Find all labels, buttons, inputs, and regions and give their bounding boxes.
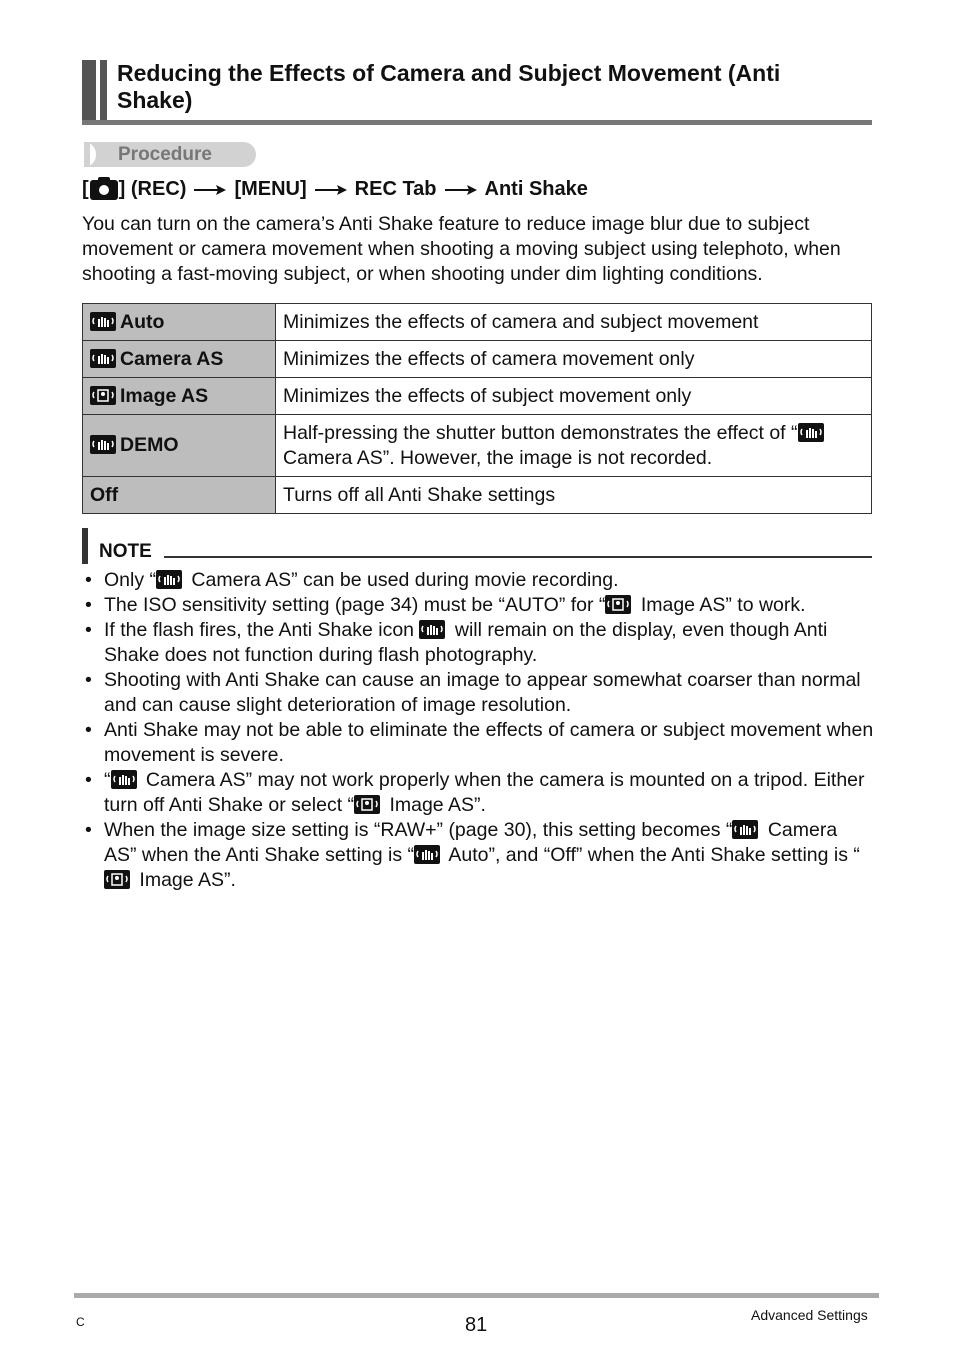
list-item: • The ISO sensitivity setting (page 34) must be “AUTO” for “ Image AS” to work. — [84, 593, 874, 618]
note-list — [84, 568, 874, 893]
table-row: Off Turns off all Anti Shake settings — [83, 477, 872, 514]
demo-icon — [90, 435, 116, 454]
section-name: Advanced Settings — [751, 1307, 868, 1323]
menu-path: [ ] (REC) [MENU] REC Tab Anti Shake — [82, 178, 588, 200]
anti-shake-auto-icon — [90, 312, 116, 331]
row-description: Turns off all Anti Shake settings — [276, 477, 872, 514]
page-number: 81 — [465, 1314, 488, 1336]
settings-table — [82, 303, 872, 514]
list-item: • Shooting with Anti Shake can cause an image to appear somewhat coarser than normal and can cause slight deterioration of image resolution. — [84, 668, 874, 718]
path-tab: REC Tab — [354, 178, 437, 200]
row-description: Minimizes the effects of subject movement only — [276, 378, 872, 415]
list-item: • Anti Shake may not be able to eliminate the effects of camera or subject movement when movement is severe. — [84, 718, 874, 768]
path-rec: ] (REC) — [118, 178, 187, 200]
table-row: DEMO Half-pressing the shutter button demonstrates the effect of “ Camera AS”. However, the image is not recorded. — [83, 415, 872, 477]
row-description: Minimizes the effects of camera movement only — [276, 341, 872, 378]
table-row: Auto Minimizes the effects of camera and subject movement — [83, 304, 872, 341]
arrow-right-icon — [445, 183, 477, 197]
footer-rule — [74, 1293, 879, 1298]
camera-as-icon — [798, 423, 824, 442]
anti-shake-auto-icon — [414, 845, 440, 864]
image-as-icon — [605, 595, 631, 614]
image-as-icon — [90, 386, 116, 405]
path-menu: [MENU] — [234, 178, 307, 200]
page-title: Reducing the Effects of Camera and Subject Movement (Anti Shake) — [117, 60, 781, 113]
list-item: • Only “ Camera AS” can be used during movie recording. — [84, 568, 874, 593]
camera-as-icon — [111, 770, 137, 789]
intro-paragraph: You can turn on the camera’s Anti Shake feature to reduce image blur due to subject movement or camera movement when shooting a moving subject using telephoto, when shooting a fast-moving subject, or when shooting under dim lighting conditions. — [82, 213, 841, 285]
list-item: • “ Camera AS” may not work properly when the camera is mounted on a tripod. Either turn off Anti Shake or select “ Image AS”. — [84, 768, 874, 818]
arrow-right-icon — [194, 183, 226, 197]
procedure-label: Procedure — [118, 144, 212, 165]
table-row: Camera AS Minimizes the effects of camera movement only — [83, 341, 872, 378]
path-setting: Anti Shake — [484, 178, 588, 200]
row-description: Half-pressing the shutter button demonstrates the effect of “ Camera AS”. However, the image is not recorded. — [276, 415, 872, 477]
list-item: • When the image size setting is “RAW+” (page 30), this setting becomes “ Camera AS” when the Anti Shake setting is “ Auto”, and “Off” when the Anti Shake setting is “ Image AS”. — [84, 818, 874, 893]
image-as-icon — [354, 795, 380, 814]
table-row: Image AS Minimizes the effects of subject movement only — [83, 378, 872, 415]
anti-shake-icon — [419, 620, 445, 639]
camera-as-icon — [732, 820, 758, 839]
note-marker — [82, 528, 88, 564]
title-rule — [82, 120, 872, 125]
row-description: Minimizes the effects of camera and subject movement — [276, 304, 872, 341]
procedure-badge — [84, 142, 256, 167]
camera-as-icon — [90, 349, 116, 368]
note-label: NOTE — [99, 541, 152, 562]
footer-corner-mark: C — [76, 1315, 85, 1329]
camera-icon — [90, 180, 118, 200]
image-as-icon — [104, 870, 130, 889]
note-rule — [164, 556, 872, 558]
list-item: • If the flash fires, the Anti Shake icon will remain on the display, even though Anti Shake does not function during flash photography. — [84, 618, 874, 668]
camera-as-icon — [156, 570, 182, 589]
arrow-right-icon — [315, 183, 347, 197]
